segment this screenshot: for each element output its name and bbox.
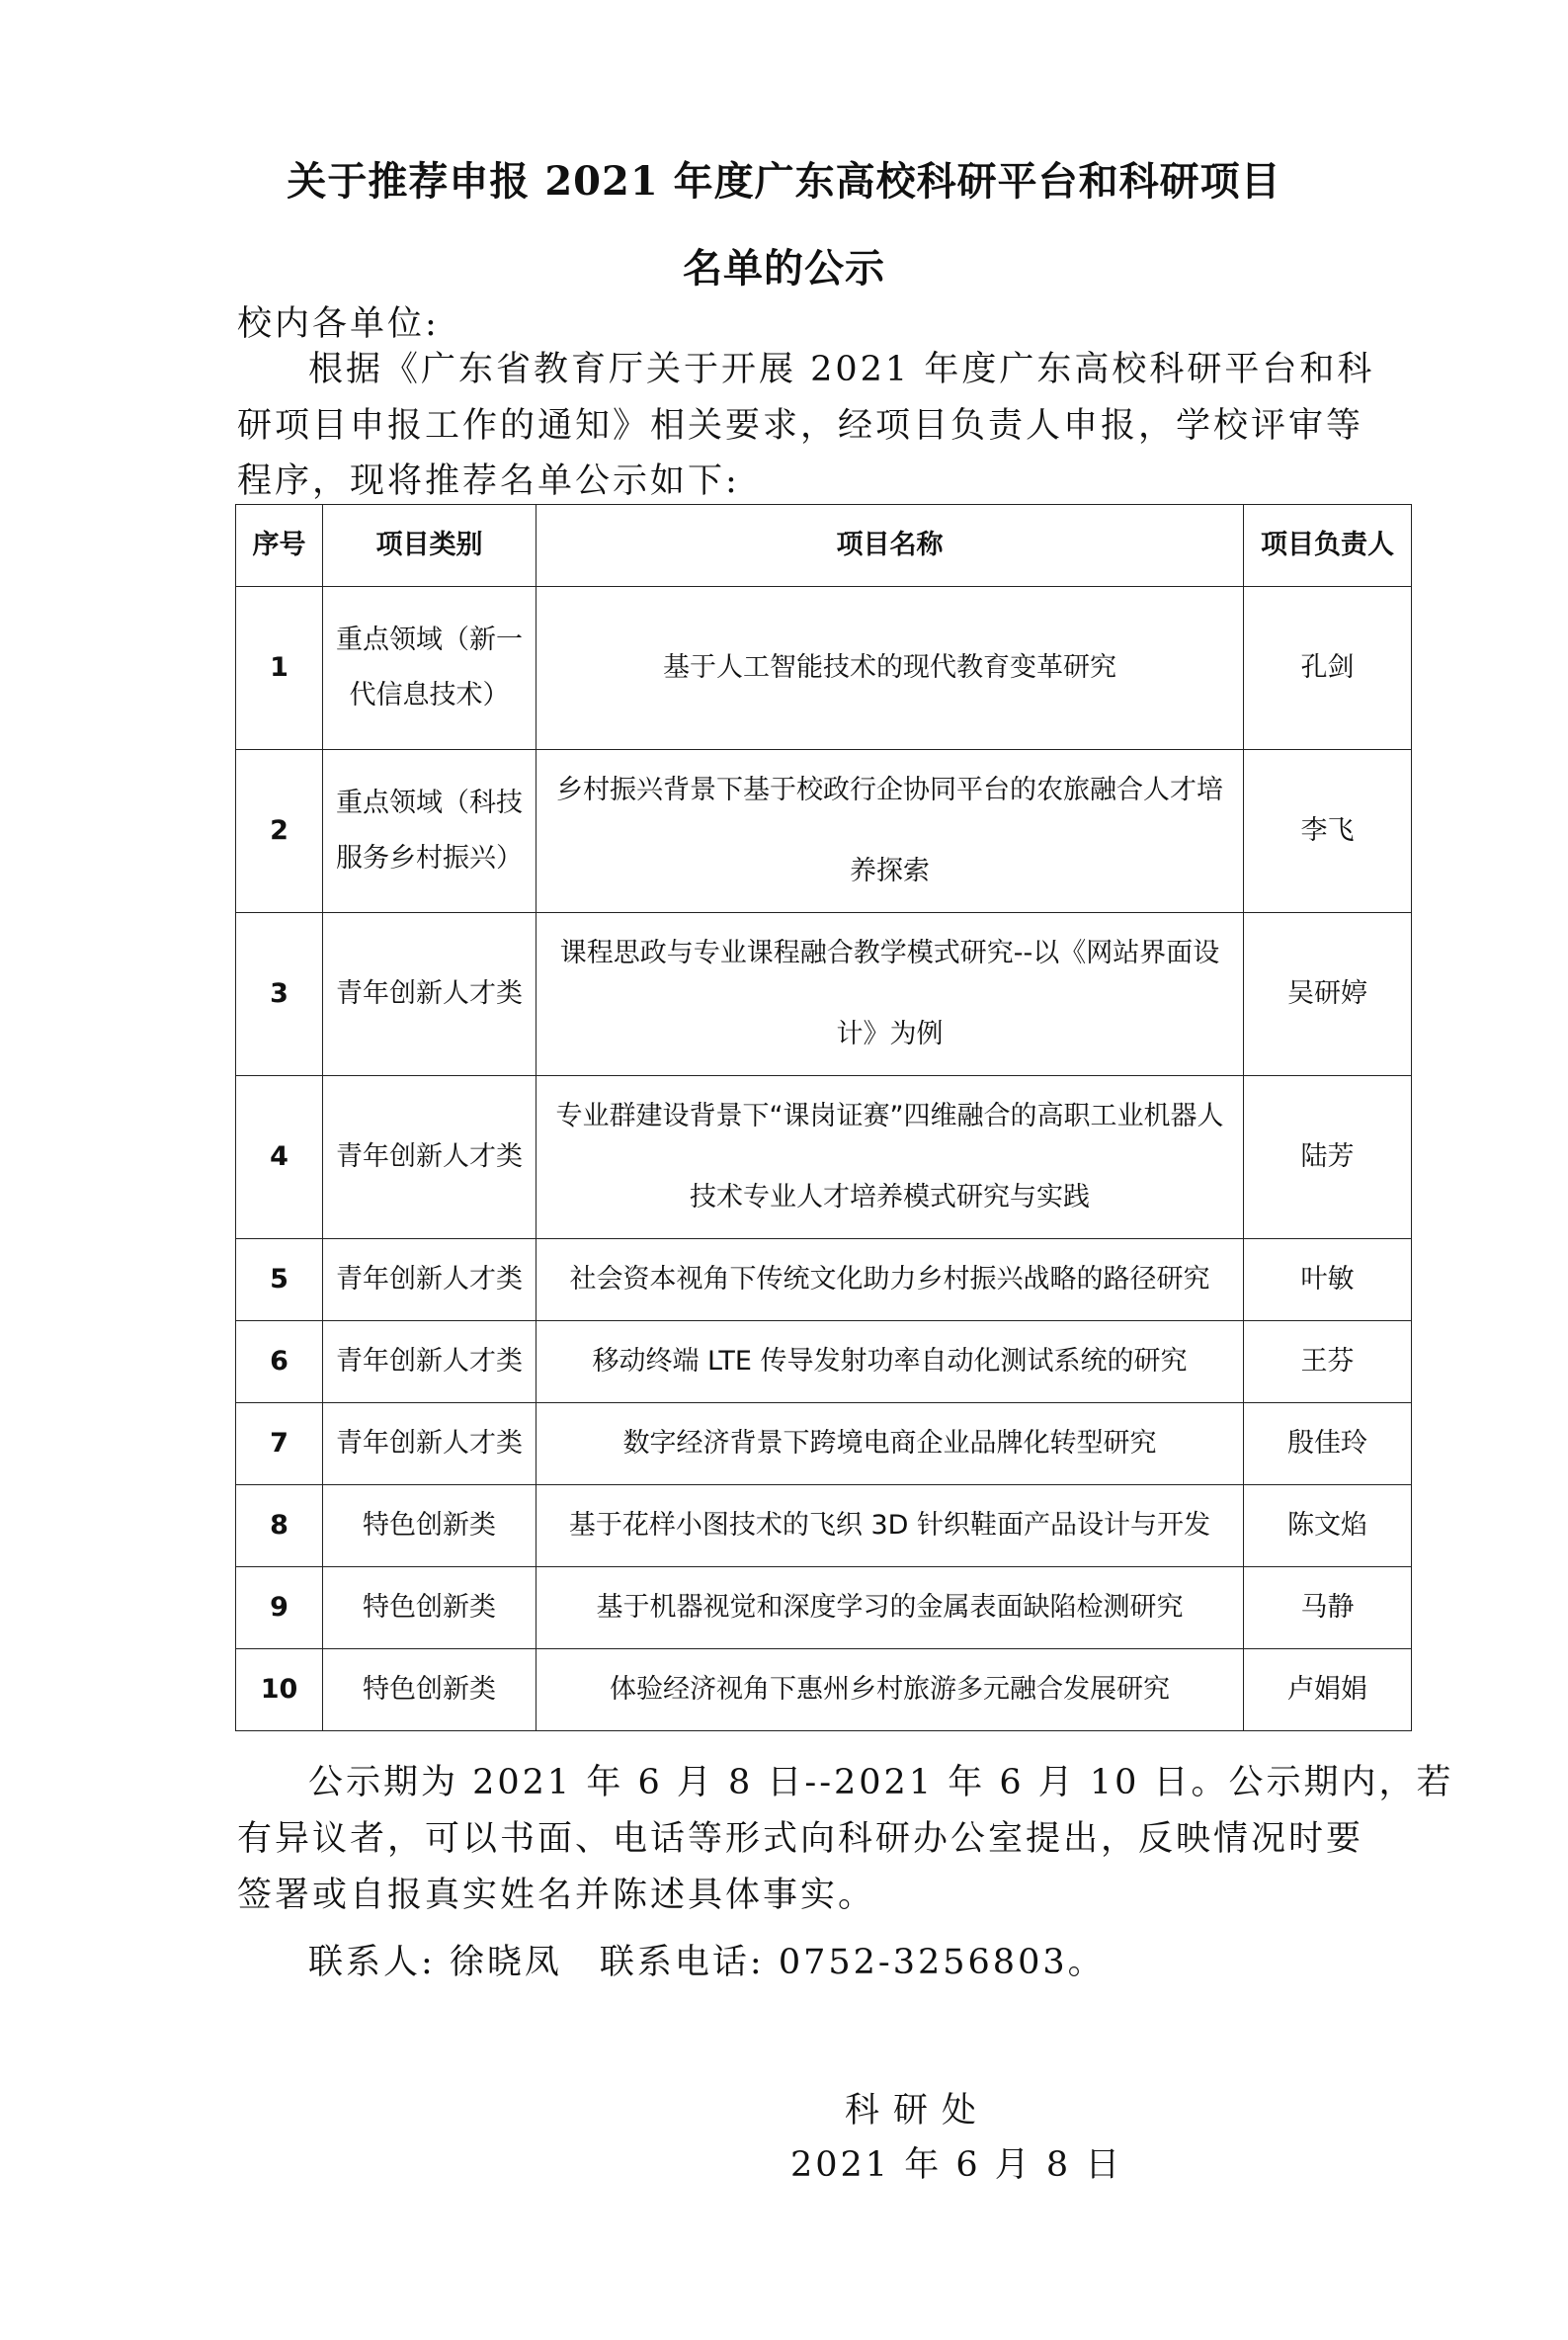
row-project-leader: 叶敏 — [1244, 1239, 1412, 1321]
closing-paragraph-line-3: 签署或自报真实姓名并陈述具体事实。 — [237, 1876, 876, 1915]
intro-paragraph-line-1: 根据《广东省教育厅关于开展 2021 年度广东高校科研平台和科 — [308, 350, 1375, 389]
intro-paragraph-line-3: 程序，现将推荐名单公示如下: — [237, 461, 740, 501]
row-project-name — [536, 750, 1244, 913]
row-no: 6 — [236, 1321, 323, 1403]
row-no: 3 — [236, 913, 323, 1076]
table-row — [236, 750, 1412, 913]
row-project-name: 基于人工智能技术的现代教育变革研究 — [536, 587, 1244, 750]
row-category — [323, 750, 536, 913]
row-no: 5 — [236, 1239, 323, 1321]
row-no: 1 — [236, 587, 323, 750]
row-category: 青年创新人才类 — [323, 913, 536, 1076]
row-no: 9 — [236, 1567, 323, 1649]
row-project-leader: 陈文焰 — [1244, 1485, 1412, 1567]
row-project-name — [536, 1076, 1244, 1239]
row-category-line: 代信息技术） — [349, 680, 510, 710]
notice-title-line-1: 关于推荐申报 2021 年度广东高校科研平台和科研项目 — [287, 158, 1281, 205]
row-category: 青年创新人才类 — [323, 1321, 536, 1403]
header-category: 项目类别 — [323, 505, 536, 587]
table-row — [236, 1321, 1412, 1403]
row-project-name-line: 养探索 — [850, 856, 930, 886]
row-project-name — [536, 913, 1244, 1076]
row-category: 青年创新人才类 — [323, 1076, 536, 1239]
table-row — [236, 1649, 1412, 1731]
closing-paragraph-line-1: 公示期为 2021 年 6 月 8 日--2021 年 6 月 10 日。公示期内，若 — [308, 1763, 1454, 1802]
contact-line: 联系人: 徐晓凤 联系电话: 0752-3256803。 — [308, 1943, 1106, 1982]
table-row — [236, 913, 1412, 1076]
closing-paragraph-line-2: 有异议者，可以书面、电话等形式向科研办公室提出，反映情况时要 — [237, 1819, 1364, 1859]
row-project-leader: 马静 — [1244, 1567, 1412, 1649]
header-no: 序号 — [236, 505, 323, 587]
table-row — [236, 587, 1412, 750]
table-row — [236, 1567, 1412, 1649]
row-project-leader: 陆芳 — [1244, 1076, 1412, 1239]
recommended-projects-table — [235, 504, 1412, 1731]
row-project-name: 基于花样小图技术的飞织 3D 针织鞋面产品设计与开发 — [536, 1485, 1244, 1567]
row-project-name: 社会资本视角下传统文化助力乡村振兴战略的路径研究 — [536, 1239, 1244, 1321]
row-no: 2 — [236, 750, 323, 913]
row-no: 8 — [236, 1485, 323, 1567]
row-project-name-line: 乡村振兴背景下基于校政行企协同平台的农旅融合人才培 — [556, 775, 1223, 805]
row-project-name: 数字经济背景下跨境电商企业品牌化转型研究 — [536, 1403, 1244, 1485]
row-project-leader: 吴研婷 — [1244, 913, 1412, 1076]
row-project-leader: 殷佳玲 — [1244, 1403, 1412, 1485]
row-no: 7 — [236, 1403, 323, 1485]
row-project-name-line: 计》为例 — [836, 1019, 944, 1049]
table-row — [236, 1403, 1412, 1485]
row-project-name: 基于机器视觉和深度学习的金属表面缺陷检测研究 — [536, 1567, 1244, 1649]
table-row — [236, 1485, 1412, 1567]
table-row — [236, 1239, 1412, 1321]
header-project-name: 项目名称 — [536, 505, 1244, 587]
row-category: 青年创新人才类 — [323, 1403, 536, 1485]
intro-paragraph-line-2: 研项目申报工作的通知》相关要求，经项目负责人申报，学校评审等 — [237, 406, 1364, 446]
row-project-name-line: 专业群建设背景下“课岗证赛”四维融合的高职工业机器人 — [555, 1101, 1224, 1131]
row-project-name: 体验经济视角下惠州乡村旅游多元融合发展研究 — [536, 1649, 1244, 1731]
row-category-line: 服务乡村振兴） — [336, 843, 523, 874]
notice-title-line-2: 名单的公示 — [683, 245, 885, 292]
row-project-name-line: 技术专业人才培养模式研究与实践 — [690, 1182, 1090, 1212]
table-header-row — [236, 505, 1412, 587]
row-project-name: 移动终端 LTE 传导发射功率自动化测试系统的研究 — [536, 1321, 1244, 1403]
row-category: 特色创新类 — [323, 1649, 536, 1731]
row-category-line: 重点领域（新一 — [336, 625, 523, 655]
table-row — [236, 1076, 1412, 1239]
row-project-leader: 李飞 — [1244, 750, 1412, 913]
row-project-name-line: 课程思政与专业课程融合教学模式研究--以《网站界面设 — [559, 938, 1220, 968]
salutation: 校内各单位: — [237, 304, 440, 344]
signature-department: 科研处 — [845, 2091, 991, 2131]
row-category — [323, 587, 536, 750]
row-category: 特色创新类 — [323, 1485, 536, 1567]
row-project-leader: 孔剑 — [1244, 587, 1412, 750]
row-category-line: 重点领域（科技 — [336, 788, 523, 818]
row-category: 青年创新人才类 — [323, 1239, 536, 1321]
header-project-leader: 项目负责人 — [1244, 505, 1412, 587]
signature-date: 2021 年 6 月 8 日 — [790, 2145, 1123, 2185]
row-no: 10 — [236, 1649, 323, 1731]
row-no: 4 — [236, 1076, 323, 1239]
row-project-leader: 王芬 — [1244, 1321, 1412, 1403]
row-category: 特色创新类 — [323, 1567, 536, 1649]
row-project-leader: 卢娟娟 — [1244, 1649, 1412, 1731]
